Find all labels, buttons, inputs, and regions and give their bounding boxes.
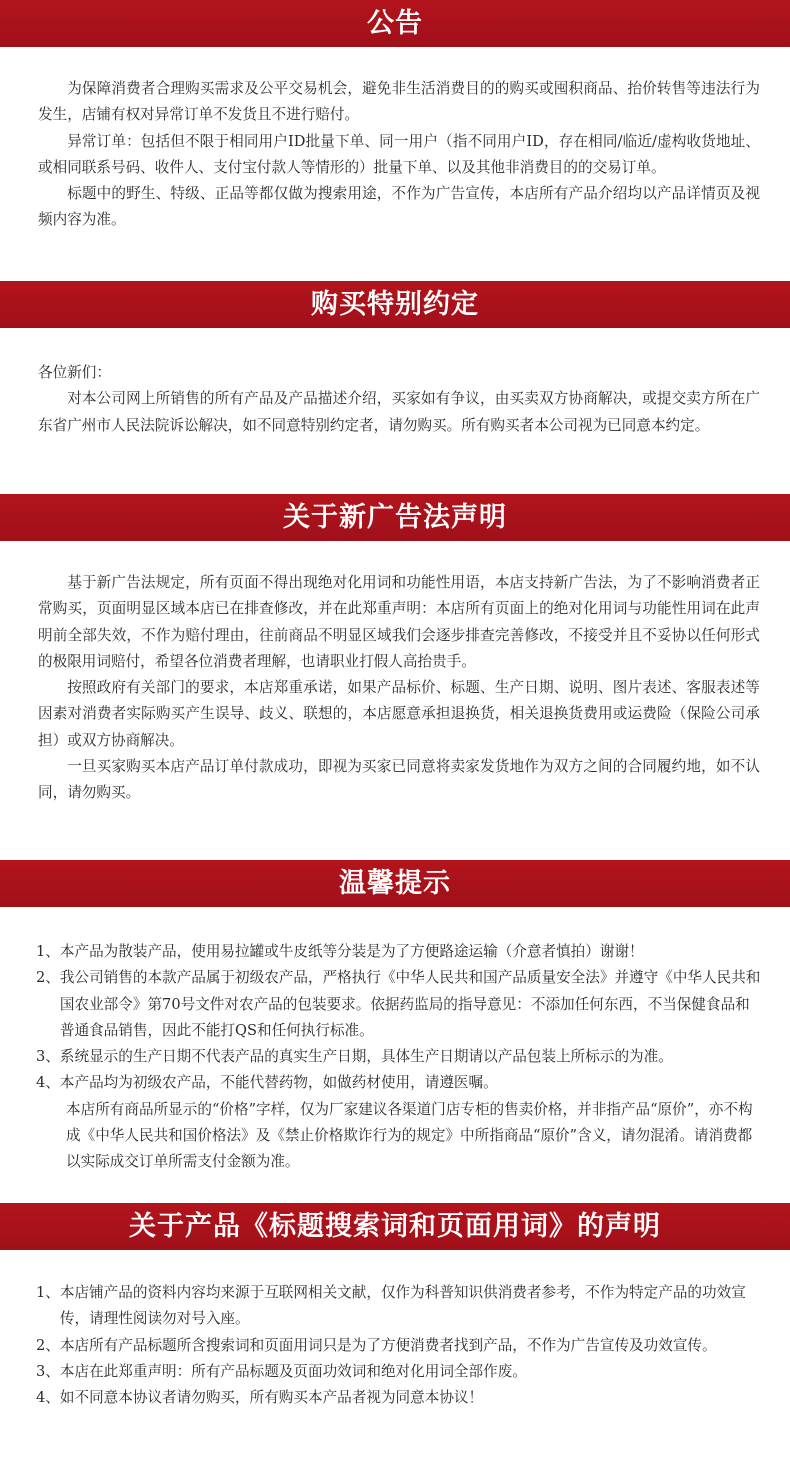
section-title: 关于新广告法声明 [283, 502, 507, 533]
list-text: 本产品为散装产品，使用易拉罐或牛皮纸等分装是为了方便路途运输（介意者慎拍）谢谢！ [59, 943, 644, 960]
keywords-list [36, 1280, 764, 1411]
section-title: 温馨提示 [339, 868, 451, 899]
list-number: 1、 [36, 1284, 60, 1301]
list-text: 我公司销售的本款产品属于初级农产品，严格执行《中华人民共和国产品质量安全法》并遵守《中华人民共和国农业部令》第70号文件对农产品的包装要求。依据药监局的指导意见：不添加任何东西，不当保健食品和普通食品销售，因此不能打QS和任何执行标准。 [59, 969, 761, 1039]
paragraph: 为保障消费者合理购买需求及公平交易机会，避免非生活消费目的的购买或囤积商品、抬价转售等违法行为发生，店铺有权对异常订单不发货且不进行赔付。 [38, 80, 760, 124]
section-header-title-keywords [0, 1203, 790, 1250]
paragraph: 异常订单：包括但不限于相同用户ID批量下单、同一用户（指不同用户ID，存在相同/临近/虚构收货地址、或相同联系号码、收件人、支付宝付款人等情形的）批量下单、以及其他非消费目的的交易订单。 [38, 132, 760, 176]
list-text: 本店所有产品标题所含搜索词和页面用词只是为了方便消费者找到产品，不作为广告宣传及功效宣传。 [59, 1336, 717, 1354]
section-header-tips [0, 860, 790, 907]
list-number: 3、 [36, 1362, 60, 1380]
price-note: 本店所有商品所显示的“价格”字样，仅为厂家建议各渠道门店专柜的售卖价格，并非指产品“原价”，亦不构成《中华人民共和国价格法》及《禁止价格欺诈行为的规定》中所指商品“原价”含义，请勿混淆。请消费都以实际成交订单所需支付金额为准。 [66, 1100, 753, 1171]
paragraph: 基于新广告法规定，所有页面不得出现绝对化用词和功能性用语，本店支持新广告法，为了不影响消费者正常购买，页面明显区域本店已在排查修改，并在此郑重声明：本店所有页面上的绝对化用词与功能性用词在此声明前全部失效，不作为赔付理由，往前商品不明显区域我们会逐步排查完善修改，不接受并且不妥协以任何形式的极限用词赔付，希望各位消费者理解，也请职业打假人高抬贵手。 [38, 574, 760, 670]
list-item [36, 1333, 764, 1359]
greeting: 各位新们： [38, 364, 111, 381]
list-item [36, 1385, 764, 1411]
list-item [36, 965, 764, 1044]
list-item [36, 1044, 764, 1070]
purchase-agreement-body [38, 360, 760, 439]
list-number: 4、 [36, 1074, 60, 1092]
list-item [36, 1359, 764, 1385]
list-number: 2、 [36, 969, 60, 987]
paragraph: 对本公司网上所销售的所有产品及产品描述介绍，买家如有争议，由买卖双方协商解决，或提交卖方所在广东省广州市人民法院诉讼解决，如不同意特别约定者，请勿购买。所有购买者本公司视为已同意本约定。 [38, 390, 760, 434]
list-number: 3、 [36, 1048, 60, 1066]
list-item [36, 1070, 764, 1096]
section-title: 关于产品《标题搜索词和页面用词》的声明 [129, 1211, 661, 1242]
list-number: 2、 [36, 1336, 60, 1354]
list-text: 系统显示的生产日期不代表产品的真实生产日期，具体生产日期请以产品包装上所标示的为准。 [59, 1048, 673, 1066]
section-header-purchase-agreement [0, 281, 790, 328]
list-item [36, 1280, 764, 1333]
list-text: 如不同意本协议者请勿购买，所有购买本产品者视为同意本协议！ [59, 1389, 484, 1407]
section-title: 购买特别约定 [311, 289, 479, 320]
list-text: 本店铺产品的资料内容均来源于互联网相关文献，仅作为科普知识供消费者参考，不作为特定产品的功效宣传，请理性阅读勿对号入座。 [59, 1284, 746, 1328]
section-header-announcement [0, 0, 790, 47]
tips-list [36, 939, 764, 1176]
list-number: 4、 [36, 1389, 60, 1407]
paragraph: 一旦买家购买本店产品订单付款成功，即视为买家已同意将卖家发货地作为双方之间的合同履约地，如不认同，请勿购买。 [38, 758, 760, 802]
list-text: 本店在此郑重声明：所有产品标题及页面功效词和绝对化用词全部作废。 [59, 1362, 527, 1380]
list-text: 本产品均为初级农产品，不能代替药物，如做药材使用，请遵医嘱。 [59, 1074, 498, 1092]
section-title: 公告 [367, 8, 423, 39]
ad-law-body [38, 570, 760, 807]
paragraph: 按照政府有关部门的要求，本店郑重承诺，如果产品标价、标题、生产日期、说明、图片表述、客服表述等因素对消费者实际购买产生误导、歧义、联想的，本店愿意承担退换货，相关退换货费用或运费险（保险公司承担）或双方协商解决。 [38, 679, 760, 749]
section-header-ad-law [0, 494, 790, 541]
list-item [36, 939, 764, 965]
list-number: 1、 [36, 943, 60, 960]
paragraph: 标题中的野生、特级、正品等都仅做为搜索用途，不作为广告宣传，本店所有产品介绍均以产品详情页及视频内容为准。 [38, 185, 760, 229]
announcement-body [38, 76, 760, 234]
